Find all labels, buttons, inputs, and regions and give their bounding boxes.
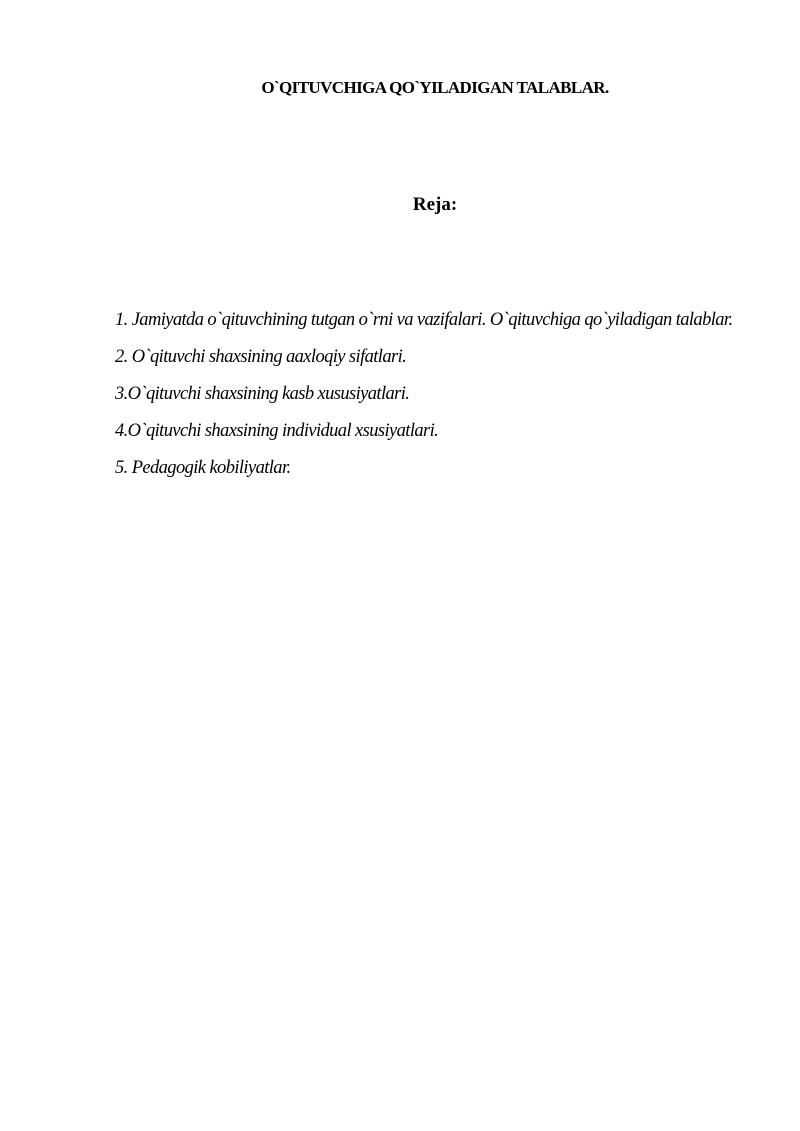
- plan-heading: Reja:: [412, 194, 458, 215]
- plan-item-5: 5. Pedagogik kobiliyatlar.: [115, 458, 291, 478]
- document-title: O`QITUVCHIGA QO`YILADIGAN TALABLAR.: [261, 78, 609, 97]
- plan-item-2: 2. O`qituvchi shaxsining aaxloqiy sifatlari.: [115, 347, 407, 367]
- plan-list: [115, 302, 755, 487]
- plan-item-4: 4.O`qituvchi shaxsining individual xsusiyatlari.: [115, 421, 439, 441]
- plan-item-3: 3.O`qituvchi shaxsining kasb xususiyatlari.: [115, 384, 410, 404]
- plan-item-1: 1. Jamiyatda o`qituvchining tutgan o`rni va vazifalari. O`qituvchiga qo`yiladigan talablar.: [115, 310, 733, 330]
